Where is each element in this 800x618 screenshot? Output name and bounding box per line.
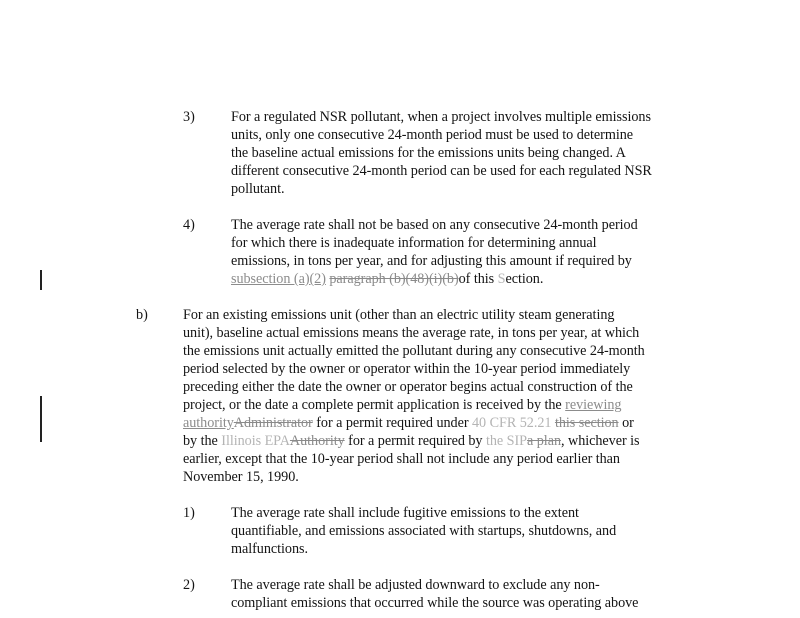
- text-line: malfunctions.: [231, 541, 308, 557]
- text-line-with-revisions: [183, 414, 645, 432]
- faint-text: the SIP: [485, 433, 528, 449]
- text-line: earlier, except that the 10-year period shall not include any period earlier than: [183, 451, 620, 467]
- text-line: the baseline actual emissions for the emissions units being changed. A: [231, 145, 626, 161]
- text-line: preceding either the date the owner or operator begins actual construction of the: [183, 379, 633, 395]
- inserted-text: subsection (a)(2): [231, 271, 326, 287]
- list-marker: 4): [183, 217, 195, 233]
- text-line-with-revisions: [231, 270, 638, 288]
- text-line: The average rate shall not be based on any consecutive 24-month period: [231, 217, 638, 233]
- text-line: The average rate shall be adjusted downward to exclude any non-: [231, 577, 600, 593]
- text-line: period selected by the owner or operator within the 10-year period immediately: [183, 361, 631, 377]
- list-marker: 1): [183, 505, 195, 521]
- change-bar: [40, 396, 42, 442]
- faint-text: 40 CFR 52.21: [472, 415, 552, 431]
- text-span: , whichever is: [561, 433, 640, 449]
- text-line: compliant emissions that occurred while the source was operating above: [231, 595, 639, 611]
- list-item-text: [231, 108, 652, 198]
- text-line-with-revisions: [183, 432, 645, 450]
- list-marker: 3): [183, 109, 195, 125]
- faint-text: Illinois EPA: [221, 433, 290, 449]
- text-line: unit), baseline actual emissions means the average rate, in tons per year, at which: [183, 325, 640, 341]
- deleted-text: Administrator: [233, 415, 313, 431]
- text-line: For a regulated NSR pollutant, when a project involves multiple emissions: [231, 109, 651, 125]
- list-item-text: [231, 216, 638, 288]
- list-item-text: [231, 504, 616, 558]
- text-line: November 15, 1990.: [183, 469, 299, 485]
- deleted-text: a plan: [527, 433, 561, 449]
- change-bar: [40, 270, 42, 290]
- deleted-text: this section: [554, 415, 619, 431]
- text-span: project, or the date a complete permit application is received by the: [183, 397, 566, 413]
- text-line: quantifiable, and emissions associated with startups, shutdowns, and: [231, 523, 617, 539]
- text-span: of this: [458, 271, 498, 287]
- text-span: for a permit required under: [312, 415, 473, 431]
- paragraph-text: [183, 306, 645, 486]
- list-marker: 2): [183, 577, 195, 593]
- text-line: different consecutive 24-month period can be used for each regulated NSR: [231, 163, 652, 179]
- deleted-text: paragraph (b)(48)(i)(b): [329, 271, 459, 287]
- text-line: the emissions unit actually emitted the pollutant during any consecutive 24-month: [183, 343, 645, 359]
- list-marker: b): [136, 307, 148, 323]
- text-span: for a permit required by: [344, 433, 486, 449]
- text-line: emissions, in tons per year, and for adjusting this amount if required by: [231, 253, 632, 269]
- text-span: by the: [183, 433, 222, 449]
- text-line: The average rate shall include fugitive emissions to the extent: [231, 505, 579, 521]
- text-span: or: [618, 415, 634, 431]
- text-span: ection.: [505, 271, 544, 287]
- text-line: for which there is inadequate information for determining annual: [231, 235, 597, 251]
- text-line: pollutant.: [231, 181, 285, 197]
- inserted-text: reviewing: [565, 397, 622, 413]
- list-item-text: [231, 576, 638, 612]
- faint-text: S: [497, 271, 506, 287]
- text-line: units, only one consecutive 24-month period must be used to determine: [231, 127, 633, 143]
- inserted-text: authority: [183, 415, 234, 431]
- deleted-text: Authority: [289, 433, 345, 449]
- text-line-with-revisions: [183, 396, 645, 414]
- text-line: For an existing emissions unit (other than an electric utility steam generating: [183, 307, 615, 323]
